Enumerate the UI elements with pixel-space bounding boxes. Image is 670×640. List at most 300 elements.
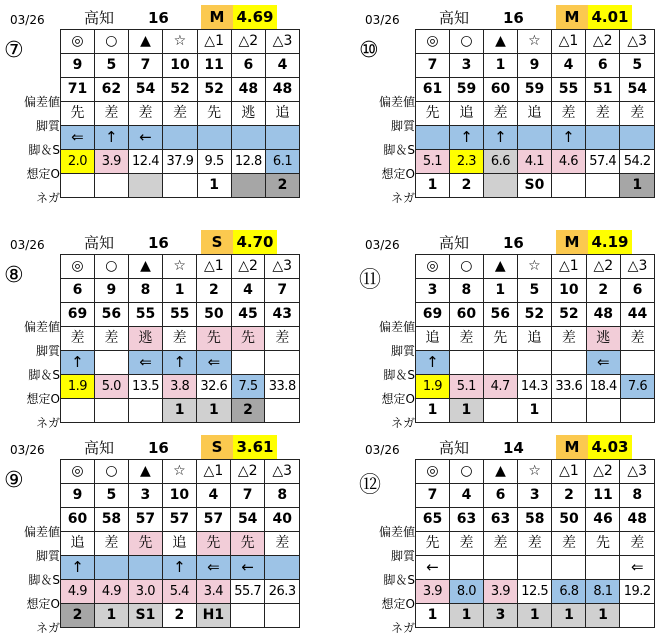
- row-label: 脚質: [390, 344, 415, 358]
- leg-speed-cell: [416, 126, 450, 150]
- odds-cell: 3.9: [483, 580, 517, 604]
- negative-cell: 2: [231, 399, 265, 423]
- table-row: [416, 54, 655, 78]
- symbol-cell: ▲: [483, 460, 517, 484]
- row-label: 脚＆S: [383, 573, 415, 587]
- symbol-cell: △1: [196, 460, 230, 484]
- leg-speed-cell: ⇐: [61, 126, 95, 150]
- horse-number-cell: 9: [94, 279, 128, 303]
- leg-speed-cell: [483, 556, 517, 580]
- race-block: [355, 230, 655, 435]
- row-label: 想定O: [381, 392, 415, 406]
- horse-number-cell: 9: [517, 54, 551, 78]
- symbol-cell: ○: [94, 460, 128, 484]
- symbol-cell: ○: [94, 30, 128, 54]
- symbol-cell: △2: [231, 30, 265, 54]
- row-label: 脚質: [35, 549, 60, 563]
- class-badge: S: [201, 230, 233, 254]
- row-label: ネガ: [35, 416, 60, 430]
- style-cell: 差: [94, 532, 128, 556]
- table-row: [61, 150, 300, 174]
- negative-cell: 2: [449, 174, 483, 198]
- table-row: [61, 327, 300, 351]
- negative-cell: 1: [416, 604, 450, 628]
- odds-cell: 33.8: [265, 375, 300, 399]
- table-row: [416, 532, 655, 556]
- leg-speed-cell: [449, 351, 483, 375]
- race-header: [0, 230, 300, 254]
- leg-speed-cell: ↑: [162, 556, 196, 580]
- leg-speed-cell: [449, 556, 483, 580]
- row-label: ネガ: [390, 416, 415, 430]
- runner-count: 16: [148, 234, 169, 252]
- odds-cell: 57.4: [585, 150, 620, 174]
- horse-number-cell: 4: [196, 484, 230, 508]
- horse-number-cell: 2: [552, 484, 586, 508]
- race-number: ⑨: [4, 468, 24, 493]
- table-row: [61, 532, 300, 556]
- odds-cell: 4.9: [94, 580, 128, 604]
- horse-number-cell: 6: [585, 54, 620, 78]
- symbol-cell: ☆: [517, 460, 552, 484]
- table-row: [416, 580, 655, 604]
- style-cell: 追: [517, 327, 551, 351]
- horse-number-cell: 11: [586, 484, 620, 508]
- horse-number-cell: 1: [483, 54, 517, 78]
- negative-cell: 2: [266, 174, 300, 198]
- style-cell: 先: [231, 327, 265, 351]
- negative-cell: [265, 604, 300, 628]
- race-number: ⑩: [359, 38, 379, 63]
- horse-number-cell: 3: [416, 279, 450, 303]
- symbol-cell: ○: [94, 255, 128, 279]
- negative-cell: 2: [162, 604, 196, 628]
- style-cell: 差: [552, 327, 586, 351]
- table-row: [61, 102, 300, 126]
- horse-number-cell: 4: [266, 54, 300, 78]
- style-cell: 逃: [128, 327, 162, 351]
- horse-number-cell: 9: [61, 484, 95, 508]
- table-row: [61, 126, 300, 150]
- horse-number-cell: 4: [231, 279, 265, 303]
- odds-cell: 13.5: [128, 375, 162, 399]
- leg-speed-cell: ↑: [483, 126, 517, 150]
- horse-number-cell: 8: [449, 279, 483, 303]
- leg-speed-cell: ↑: [416, 351, 450, 375]
- symbol-cell: ▲: [128, 30, 162, 54]
- leg-speed-cell: ↑: [551, 126, 585, 150]
- race-number: ⑧: [4, 263, 24, 288]
- table-row: [416, 78, 655, 102]
- odds-cell: 12.4: [128, 150, 162, 174]
- table-row: [416, 279, 655, 303]
- prediction-table: [415, 254, 655, 423]
- prediction-table: [60, 29, 300, 198]
- leg-speed-cell: [265, 351, 300, 375]
- leg-speed-cell: ↑: [61, 351, 95, 375]
- row-label: 想定O: [26, 392, 60, 406]
- deviation-cell: 52: [197, 78, 231, 102]
- deviation-cell: 52: [163, 78, 197, 102]
- symbol-cell: △3: [620, 460, 655, 484]
- row-label: 脚＆S: [383, 368, 415, 382]
- style-cell: 差: [620, 532, 655, 556]
- row-label: ネガ: [390, 191, 415, 205]
- class-badge: M: [556, 435, 588, 459]
- odds-cell: 14.3: [517, 375, 551, 399]
- row-label: 脚質: [35, 344, 60, 358]
- odds-cell: 4.1: [517, 150, 551, 174]
- odds-cell: 26.3: [265, 580, 300, 604]
- symbol-cell: ☆: [162, 460, 196, 484]
- style-cell: 差: [128, 102, 162, 126]
- runner-count: 16: [148, 9, 169, 27]
- race-header: [355, 5, 655, 29]
- race-date: 03/26: [365, 238, 400, 252]
- rating-value: 4.19: [588, 230, 632, 254]
- odds-cell: 3.9: [94, 150, 128, 174]
- row-label: 脚質: [390, 549, 415, 563]
- odds-cell: 6.6: [483, 150, 517, 174]
- rating-value: 3.61: [233, 435, 277, 459]
- horse-number-cell: 4: [449, 484, 483, 508]
- table-row: [416, 255, 655, 279]
- deviation-cell: 55: [551, 78, 585, 102]
- odds-cell: 5.0: [94, 375, 128, 399]
- leg-speed-cell: [231, 126, 265, 150]
- odds-cell: 6.1: [266, 150, 300, 174]
- table-row: [61, 399, 300, 423]
- horse-number-cell: 2: [586, 279, 620, 303]
- table-row: [416, 460, 655, 484]
- negative-cell: 3: [483, 604, 517, 628]
- horse-number-cell: 3: [517, 484, 552, 508]
- symbol-cell: ☆: [517, 30, 551, 54]
- deviation-cell: 48: [231, 78, 265, 102]
- table-row: [61, 484, 300, 508]
- row-label: ネガ: [35, 191, 60, 205]
- horse-number-cell: 6: [483, 484, 517, 508]
- runner-count: 16: [503, 234, 524, 252]
- deviation-cell: 48: [620, 508, 655, 532]
- table-row: [61, 174, 300, 198]
- negative-cell: [483, 399, 517, 423]
- table-row: [416, 303, 655, 327]
- leg-speed-cell: [552, 556, 586, 580]
- negative-cell: [586, 399, 620, 423]
- horse-number-cell: 7: [416, 484, 450, 508]
- negative-cell: [585, 174, 620, 198]
- horse-number-cell: 6: [621, 279, 655, 303]
- deviation-cell: 52: [517, 303, 551, 327]
- leg-speed-cell: ↑: [94, 126, 128, 150]
- symbol-cell: △1: [552, 255, 586, 279]
- row-label: 想定O: [381, 167, 415, 181]
- symbol-cell: ◎: [416, 255, 450, 279]
- leg-speed-cell: [621, 351, 655, 375]
- odds-cell: 3.8: [163, 375, 197, 399]
- odds-cell: 5.1: [449, 375, 483, 399]
- symbol-cell: ◎: [61, 30, 95, 54]
- horse-number-cell: 5: [620, 54, 655, 78]
- table-row: [61, 508, 300, 532]
- row-label: ネガ: [390, 621, 415, 635]
- odds-cell: 8.1: [586, 580, 620, 604]
- symbol-cell: ▲: [483, 30, 517, 54]
- row-label: 想定O: [381, 597, 415, 611]
- table-row: [416, 150, 655, 174]
- symbol-cell: ◎: [61, 460, 95, 484]
- odds-cell: 2.0: [61, 150, 95, 174]
- odds-cell: 1.9: [416, 375, 450, 399]
- odds-cell: 12.8: [231, 150, 265, 174]
- race-date: 03/26: [10, 443, 45, 457]
- negative-cell: [128, 174, 162, 198]
- race-number: ⑫: [359, 473, 382, 498]
- symbol-cell: ◎: [416, 460, 450, 484]
- table-row: [61, 54, 300, 78]
- table-row: [416, 327, 655, 351]
- horse-number-cell: 1: [483, 279, 517, 303]
- table-row: [416, 102, 655, 126]
- prediction-table: [415, 459, 655, 628]
- odds-cell: 6.8: [552, 580, 586, 604]
- symbol-cell: △3: [620, 30, 655, 54]
- negative-cell: 1: [517, 604, 552, 628]
- horse-number-cell: 9: [61, 54, 95, 78]
- row-label: 脚＆S: [383, 143, 415, 157]
- odds-cell: 8.0: [449, 580, 483, 604]
- symbol-cell: △3: [621, 255, 655, 279]
- class-badge: M: [556, 230, 588, 254]
- negative-cell: S1: [128, 604, 162, 628]
- symbol-cell: ○: [449, 30, 483, 54]
- style-cell: 差: [61, 327, 95, 351]
- deviation-cell: 50: [197, 303, 231, 327]
- symbol-cell: ◎: [61, 255, 95, 279]
- table-row: [61, 604, 300, 628]
- horse-number-cell: 2: [197, 279, 231, 303]
- odds-cell: 3.0: [128, 580, 162, 604]
- deviation-cell: 55: [163, 303, 197, 327]
- negative-cell: [621, 399, 655, 423]
- leg-speed-cell: [231, 351, 265, 375]
- negative-cell: S0: [517, 174, 551, 198]
- table-row: [416, 604, 655, 628]
- symbol-cell: ☆: [517, 255, 551, 279]
- negative-cell: [265, 399, 300, 423]
- style-cell: 差: [449, 327, 483, 351]
- race-header: [355, 230, 655, 254]
- negative-cell: [231, 174, 265, 198]
- table-row: [61, 580, 300, 604]
- race-block: [0, 230, 300, 435]
- race-number: ⑦: [4, 38, 24, 63]
- rating-value: 4.70: [233, 230, 277, 254]
- leg-speed-cell: ⇐: [197, 351, 231, 375]
- deviation-cell: 59: [449, 78, 483, 102]
- deviation-cell: 56: [483, 303, 517, 327]
- venue-name: 高知: [84, 439, 115, 457]
- class-badge: S: [201, 435, 233, 459]
- negative-cell: [620, 604, 655, 628]
- odds-cell: 4.6: [551, 150, 585, 174]
- deviation-cell: 44: [621, 303, 655, 327]
- symbol-cell: △1: [552, 460, 586, 484]
- leg-speed-cell: ←: [416, 556, 450, 580]
- negative-cell: [551, 174, 585, 198]
- symbol-cell: △2: [586, 255, 620, 279]
- table-row: [416, 484, 655, 508]
- class-badge: M: [556, 5, 588, 29]
- table-row: [416, 508, 655, 532]
- negative-cell: [61, 174, 95, 198]
- table-row: [416, 30, 655, 54]
- leg-speed-cell: [94, 556, 128, 580]
- horse-number-cell: 5: [517, 279, 551, 303]
- negative-cell: 1: [163, 399, 197, 423]
- negative-cell: [94, 174, 128, 198]
- style-cell: 差: [585, 102, 620, 126]
- negative-cell: [61, 399, 95, 423]
- odds-cell: 1.9: [61, 375, 95, 399]
- leg-speed-cell: [128, 556, 162, 580]
- style-cell: 差: [163, 327, 197, 351]
- venue-name: 高知: [439, 9, 470, 27]
- deviation-cell: 57: [162, 508, 196, 532]
- table-row: [61, 279, 300, 303]
- table-row: [416, 399, 655, 423]
- leg-speed-cell: ←: [230, 556, 264, 580]
- deviation-cell: 48: [266, 78, 300, 102]
- class-badge: M: [201, 5, 233, 29]
- deviation-cell: 50: [552, 508, 586, 532]
- rating-value: 4.03: [588, 435, 632, 459]
- symbol-cell: △1: [197, 255, 231, 279]
- negative-cell: [230, 604, 264, 628]
- table-row: [61, 351, 300, 375]
- leg-speed-cell: [483, 351, 517, 375]
- deviation-cell: 56: [94, 303, 128, 327]
- leg-speed-cell: ⇐: [128, 351, 162, 375]
- odds-cell: 4.9: [61, 580, 95, 604]
- prediction-table: [60, 254, 300, 423]
- leg-speed-cell: [620, 126, 655, 150]
- negative-cell: 1: [552, 604, 586, 628]
- symbol-cell: ○: [449, 255, 483, 279]
- horse-number-cell: 6: [61, 279, 95, 303]
- style-cell: 追: [61, 532, 95, 556]
- venue-name: 高知: [439, 439, 470, 457]
- symbol-cell: ☆: [163, 30, 197, 54]
- row-label: 想定O: [26, 597, 60, 611]
- table-row: [416, 174, 655, 198]
- symbol-cell: ▲: [128, 460, 162, 484]
- race-header: [0, 435, 300, 459]
- odds-cell: 54.2: [620, 150, 655, 174]
- horse-number-cell: 7: [128, 54, 162, 78]
- negative-cell: 1: [416, 174, 450, 198]
- negative-cell: [128, 399, 162, 423]
- prediction-table: [415, 29, 655, 198]
- horse-number-cell: 11: [197, 54, 231, 78]
- deviation-cell: 54: [128, 78, 162, 102]
- runner-count: 14: [503, 439, 524, 457]
- horse-number-cell: 10: [162, 484, 196, 508]
- odds-cell: 12.5: [517, 580, 552, 604]
- style-cell: 先: [416, 532, 450, 556]
- row-label: 脚質: [35, 119, 60, 133]
- race-header: [355, 435, 655, 459]
- odds-cell: 3.4: [196, 580, 230, 604]
- style-cell: 差: [94, 327, 128, 351]
- row-label: ネガ: [35, 621, 60, 635]
- deviation-cell: 62: [94, 78, 128, 102]
- row-label: 想定O: [26, 167, 60, 181]
- table-row: [61, 460, 300, 484]
- odds-cell: 33.6: [552, 375, 586, 399]
- leg-speed-cell: [517, 556, 552, 580]
- deviation-cell: 63: [483, 508, 517, 532]
- leg-speed-cell: ←: [128, 126, 162, 150]
- odds-cell: 7.5: [231, 375, 265, 399]
- leg-speed-cell: [197, 126, 231, 150]
- deviation-cell: 63: [449, 508, 483, 532]
- negative-cell: 1: [197, 174, 231, 198]
- style-cell: 差: [483, 532, 517, 556]
- leg-speed-cell: ↑: [163, 351, 197, 375]
- deviation-cell: 60: [61, 508, 95, 532]
- deviation-cell: 71: [61, 78, 95, 102]
- style-cell: 差: [265, 532, 300, 556]
- negative-cell: 1: [416, 399, 450, 423]
- horse-number-cell: 8: [620, 484, 655, 508]
- negative-cell: 1: [449, 399, 483, 423]
- style-cell: 追: [416, 327, 450, 351]
- deviation-cell: 52: [552, 303, 586, 327]
- style-cell: 差: [449, 532, 483, 556]
- deviation-cell: 48: [586, 303, 620, 327]
- style-cell: 先: [483, 327, 517, 351]
- row-label: 偏差値: [378, 320, 415, 334]
- horse-number-cell: 5: [94, 54, 128, 78]
- negative-cell: 2: [61, 604, 95, 628]
- style-cell: 先: [197, 327, 231, 351]
- style-cell: 差: [265, 327, 300, 351]
- deviation-cell: 58: [517, 508, 552, 532]
- style-cell: 差: [517, 532, 552, 556]
- negative-cell: [163, 174, 197, 198]
- style-cell: 差: [620, 102, 655, 126]
- odds-cell: 5.4: [162, 580, 196, 604]
- symbol-cell: ▲: [483, 255, 517, 279]
- deviation-cell: 46: [586, 508, 620, 532]
- odds-cell: 2.3: [449, 150, 483, 174]
- row-label: 脚＆S: [28, 368, 60, 382]
- horse-number-cell: 7: [416, 54, 450, 78]
- runner-count: 16: [148, 439, 169, 457]
- negative-cell: 1: [517, 399, 551, 423]
- leg-speed-cell: [266, 126, 300, 150]
- odds-cell: 55.7: [230, 580, 264, 604]
- style-cell: 先: [586, 532, 620, 556]
- style-cell: 逃: [231, 102, 265, 126]
- race-date: 03/26: [365, 13, 400, 27]
- leg-speed-cell: ↑: [61, 556, 95, 580]
- odds-cell: 5.1: [416, 150, 450, 174]
- symbol-cell: ▲: [128, 255, 162, 279]
- horse-number-cell: 6: [231, 54, 265, 78]
